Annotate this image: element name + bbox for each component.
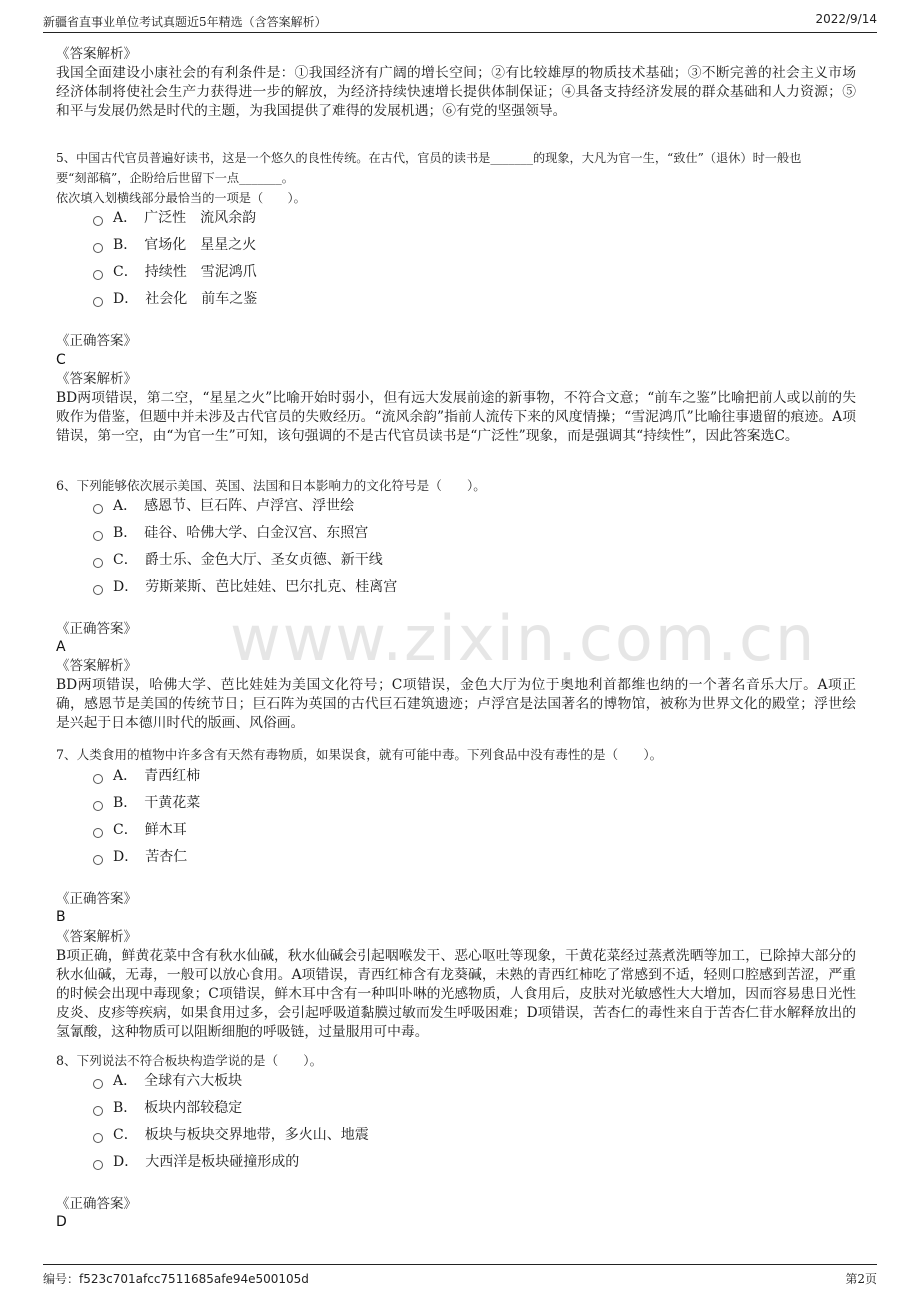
q5-option-a[interactable]: A． 广泛性 流风余韵: [93, 207, 256, 229]
radio-icon[interactable]: [93, 270, 103, 280]
page-number: 第2页: [845, 1272, 877, 1286]
radio-icon[interactable]: [93, 1106, 103, 1116]
analysis-label: 《答案解析》: [56, 658, 137, 674]
q7-analysis-text: B项正确，鲜黄花菜中含有秋水仙碱，秋水仙碱会引起咽喉发干、恶心呕吐等现象，干黄花菜经过蒸煮洗晒等加工，已除掉大部分的秋水仙碱，无毒，一般可以放心食用。A项错误，青西红柿含有龙葵碱，未熟的青西红柿吃了常感到不适，轻则口腔感到苦涩，严重的时候会出现中毒现象；C项错误，鲜木耳中含有一种叫卟啉的光感物质，人食用后，皮肤对光敏感性大大增加，因而容易患日光性皮炎、皮疹等疾病，如果食用过多，会引起呼吸道黏膜过敏而发生呼吸困难；D项错误，苦杏仁的毒性来自于苦杏仁苷水解释放出的氢氰酸，这种物质可以阻断细胞的呼吸链，过量服用可中毒。: [56, 948, 856, 1040]
page-header: [43, 10, 877, 33]
radio-icon[interactable]: [93, 1079, 103, 1089]
radio-icon[interactable]: [93, 243, 103, 253]
q6-analysis-text: BD两项错误，哈佛大学、芭比娃娃为美国文化符号；C项错误，金色大厅为位于奥地利首都维也纳的一个著名音乐大厅。A项正确，感恩节是美国的传统节日；巨石阵为英国的古代巨石建筑遗迹；卢浮宫是法国著名的博物馆，被称为世界文化的殿堂；浮世绘是兴起于日本德川时代的版画、风俗画。: [56, 677, 856, 731]
correct-answer-label: 《正确答案》: [56, 891, 137, 907]
radio-icon[interactable]: [93, 216, 103, 226]
q4-analysis-text: 我国全面建设小康社会的有利条件是：①我国经济有广阔的增长空间；②有比较雄厚的物质技术基础；③不断完善的社会主义市场经济体制将使社会生产力获得进一步的解放，为经济持续快速增长提供体制保证；④具备支持经济发展的群众基础和人力资源；⑤和平与发展仍然是时代的主题，为我国提供了难得的发展机遇；⑥有党的坚强领导。: [56, 65, 856, 119]
q8-option-d[interactable]: D． 大西洋是板块碰撞形成的: [93, 1151, 299, 1173]
q8-option-c[interactable]: C． 板块与板块交界地带，多火山、地震: [93, 1124, 369, 1146]
q8-stem: 8、下列说法不符合板块构造学说的是（ ）。: [56, 1053, 323, 1068]
radio-icon[interactable]: [93, 504, 103, 514]
analysis-label: 《答案解析》: [56, 371, 137, 387]
correct-answer-label: 《正确答案》: [56, 621, 137, 637]
radio-icon[interactable]: [93, 855, 103, 865]
q8-option-b[interactable]: B． 板块内部较稳定: [93, 1097, 242, 1119]
radio-icon[interactable]: [93, 585, 103, 595]
q6-option-a[interactable]: A． 感恩节、巨石阵、卢浮宫、浮世绘: [93, 495, 354, 517]
q8-option-a[interactable]: A． 全球有六大板块: [93, 1070, 242, 1092]
analysis-label: 《答案解析》: [56, 46, 137, 62]
radio-icon[interactable]: [93, 297, 103, 307]
analysis-label: 《答案解析》: [56, 929, 137, 945]
radio-icon[interactable]: [93, 558, 103, 568]
q5-stem-line-2: 要“刻部稿”，企盼给后世留下一点_______。: [56, 171, 294, 185]
q5-stem-line-1: 5、中国古代官员普遍好读书，这是一个悠久的良性传统。在古代，官员的读书是_______的现象，大凡为官一生，“致仕”（退休）时一般也: [56, 151, 802, 165]
q7-option-b[interactable]: B． 干黄花菜: [93, 792, 200, 814]
correct-answer-label: 《正确答案》: [56, 333, 137, 349]
q6-stem: 6、下列能够依次展示美国、英国、法国和日本影响力的文化符号是（ ）。: [56, 478, 486, 493]
q6-answer: A: [56, 639, 66, 655]
q6-option-c[interactable]: C． 爵士乐、金色大厅、圣女贞德、新干线: [93, 549, 383, 571]
page-footer: [43, 1264, 877, 1285]
serial-number: 编号：f523c701afcc7511685afe94e500105d: [43, 1272, 309, 1286]
radio-icon[interactable]: [93, 774, 103, 784]
q7-stem: 7、人类食用的植物中许多含有天然有毒物质，如果误食，就有可能中毒。下列食品中没有毒性的是（ ）。: [56, 747, 663, 762]
q6-option-b[interactable]: B． 硅谷、哈佛大学、白金汉宫、东照宫: [93, 522, 368, 544]
document-title: 新疆省直事业单位考试真题近5年精选（含答案解析）: [43, 15, 327, 29]
q7-option-a[interactable]: A． 青西红柿: [93, 765, 200, 787]
q7-option-d[interactable]: D． 苦杏仁: [93, 846, 187, 868]
q8-answer: D: [56, 1214, 67, 1230]
q5-option-c[interactable]: C． 持续性 雪泥鸿爪: [93, 261, 257, 283]
radio-icon[interactable]: [93, 1133, 103, 1143]
radio-icon[interactable]: [93, 1160, 103, 1170]
q5-answer: C: [56, 352, 66, 368]
q7-answer: B: [56, 909, 66, 925]
watermark: www.zixin.com.cn: [230, 602, 817, 675]
q6-option-d[interactable]: D． 劳斯莱斯、芭比娃娃、巴尔扎克、桂离宫: [93, 576, 397, 598]
q5-stem-line-3: 依次填入划横线部分最恰当的一项是（ ）。: [56, 191, 306, 205]
q5-option-d[interactable]: D． 社会化 前车之鉴: [93, 288, 257, 310]
radio-icon[interactable]: [93, 828, 103, 838]
header-date: 2022/9/14: [815, 12, 877, 26]
correct-answer-label: 《正确答案》: [56, 1196, 137, 1212]
radio-icon[interactable]: [93, 531, 103, 541]
q5-option-b[interactable]: B． 官场化 星星之火: [93, 234, 256, 256]
q5-analysis-text: BD两项错误，第二空，“星星之火”比喻开始时弱小，但有远大发展前途的新事物，不符合文意；“前车之鉴”比喻把前人或以前的失败作为借鉴，但题中并未涉及古代官员的失败经历。“流风余韵”指前人流传下来的风度情操；“雪泥鸿爪”比喻往事遗留的痕迹。A项错误，第一空，由“为官一生”可知，该句强调的不是古代官员读书是“广泛性”现象，而是强调其“持续性”，因此答案选C。: [56, 390, 856, 444]
radio-icon[interactable]: [93, 801, 103, 811]
q7-option-c[interactable]: C． 鲜木耳: [93, 819, 187, 841]
